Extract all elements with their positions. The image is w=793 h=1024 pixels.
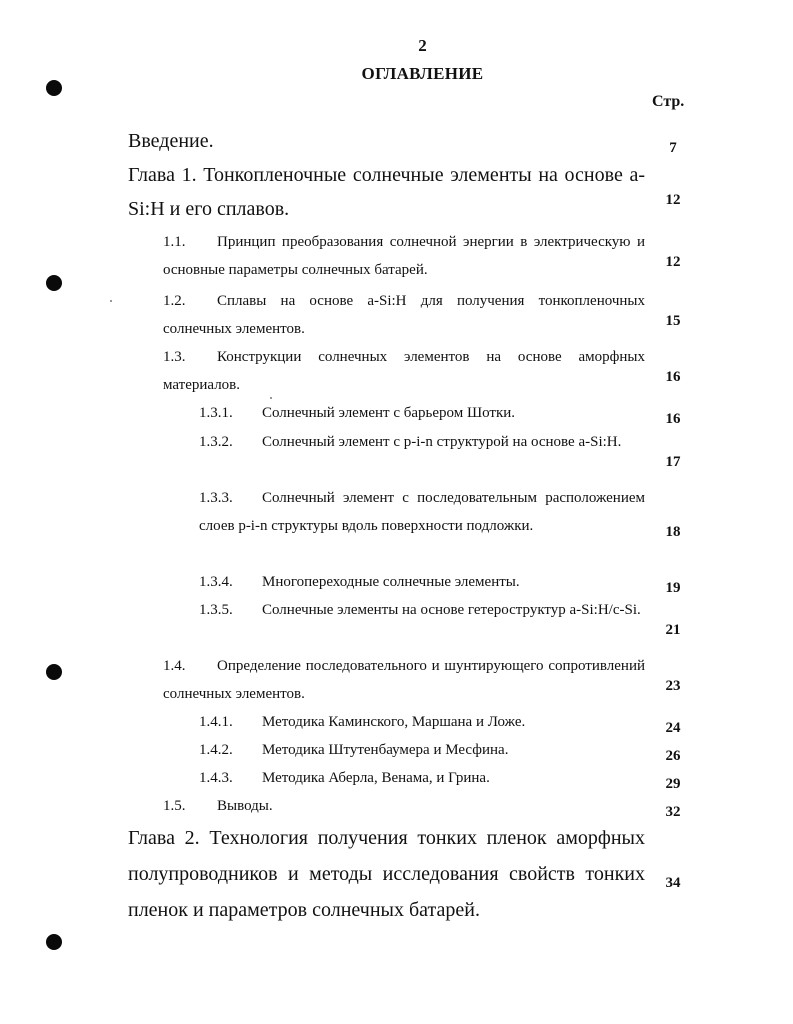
toc-entry-number: 1.4.2.	[199, 742, 233, 758]
toc-entry-number: 1.3.5.	[199, 602, 233, 618]
toc-title: ОГЛАВЛЕНИЕ	[361, 64, 484, 83]
toc-entry-text: 1.5. Выводы.	[163, 792, 645, 820]
toc-entry-text: 1.3.4. Многопереходные солнечные элементы.	[199, 568, 645, 596]
pages-column-header: Стр.	[652, 93, 685, 110]
toc-entry-page: 16	[665, 369, 681, 385]
toc-entry-page: 18	[665, 524, 681, 540]
toc-entry-number: 1.1.	[163, 234, 186, 250]
scan-speck	[110, 300, 112, 302]
toc-entry-number: 1.4.	[163, 658, 186, 674]
toc-entry-page: 21	[665, 622, 681, 638]
toc-entry-text: 1.4. Определение последовательного и шунтирующего сопротивлений солнечных элементов.	[163, 652, 645, 708]
toc-entry-number: 1.3.3.	[199, 490, 233, 506]
toc-entry-page: 12	[665, 254, 681, 270]
toc-entry-text: 1.4.1. Методика Каминского, Маршана и Ложе.	[199, 708, 645, 736]
toc-entry-number: 1.4.3.	[199, 770, 233, 786]
toc-entry-number: 1.3.	[163, 349, 186, 365]
toc-entry-page: 29	[665, 776, 681, 792]
toc-entry-text: 1.3. Конструкции солнечных элементов на основе аморфных материалов.	[163, 343, 645, 399]
toc-entry-page: 32	[665, 804, 681, 820]
toc-entry-number: 1.3.4.	[199, 574, 233, 590]
toc-entry-text: Глава 1. Тонкопленочные солнечные элементы на основе a-Si:H и его сплавов.	[128, 164, 645, 220]
toc-entry-text: Введение.	[128, 130, 214, 152]
toc-entry-number: 1.2.	[163, 293, 186, 309]
toc-entry-page: 24	[665, 720, 681, 736]
page-number: 2	[418, 36, 427, 55]
toc-entry-text: 1.1. Принцип преобразования солнечной энергии в электрическую и основные параметры солнечных батарей.	[163, 228, 645, 284]
toc-entry-page: 34	[665, 875, 681, 891]
binder-hole-2	[46, 275, 62, 291]
toc-entry-text: 1.3.5. Солнечные элементы на основе гетероструктур a-Si:H/c-Si.	[199, 596, 645, 624]
toc-entry-page: 15	[665, 313, 681, 329]
toc-entry-text: 1.3.1. Солнечный элемент с барьером Шотки.	[199, 399, 645, 427]
toc-entry-page: 7	[669, 140, 677, 156]
toc-entry-page: 12	[665, 192, 681, 208]
toc-entry-text: 1.4.3. Методика Аберла, Венама, и Грина.	[199, 764, 645, 792]
toc-entry-text: 1.4.2. Методика Штутенбаумера и Месфина.	[199, 736, 645, 764]
toc-entry-page: 19	[665, 580, 681, 596]
toc-entry-number: 1.3.1.	[199, 405, 233, 421]
toc-entry-number: 1.5.	[163, 798, 186, 814]
toc-entry-page: 16	[665, 411, 681, 427]
toc-entry-text: 1.2. Сплавы на основе a-Si:H для получения тонкопленочных солнечных элементов.	[163, 287, 645, 343]
binder-hole-4	[46, 934, 62, 950]
toc-entry-text: Глава 2. Технология получения тонких пленок аморфных полупроводников и методы исследования свойств тонких пленок и параметров солнечных батарей.	[128, 827, 645, 921]
binder-hole-3	[46, 664, 62, 680]
toc-entry-page: 26	[665, 748, 681, 764]
toc-entry-page: 17	[665, 454, 681, 470]
toc-entry-number: 1.4.1.	[199, 714, 233, 730]
toc-entry-number: 1.3.2.	[199, 434, 233, 450]
toc-entry-text: 1.3.2. Солнечный элемент с p-i-n структурой на основе a-Si:H.	[199, 428, 645, 456]
toc-entry-page: 23	[665, 678, 681, 694]
toc-entry-text: 1.3.3. Солнечный элемент с последовательным расположением слоев p-i-n структуры вдоль поверхности подложки.	[199, 484, 645, 540]
